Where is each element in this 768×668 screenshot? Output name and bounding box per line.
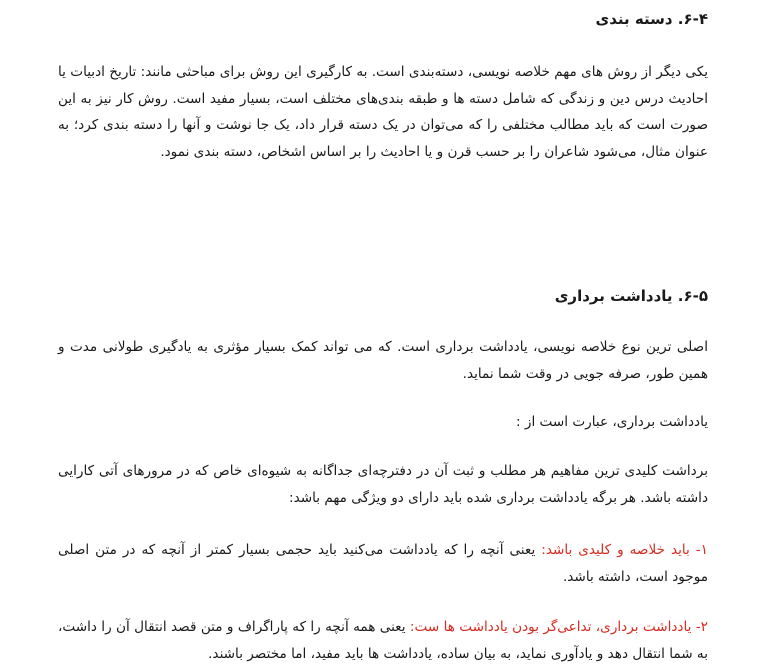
list-item-text: یعنی آنچه را که یادداشت می‌کنید باید حجمی بسیار کمتر از آنچه که در متن اصلی موجود است، داشته باشد. [58, 542, 708, 585]
list-item-title: ۲- یادداشت برداری، تداعی‌گر بودن یادداشت ها ست: [409, 619, 708, 635]
section-heading-categorization: ۶-۴. دسته بندی [595, 10, 708, 28]
paragraph-categorization: یکی دیگر از روش های مهم خلاصه نویسی، دسته‌بندی است. به کارگیری این روش برای مباحثی مانند: تاریخ ادبیات یا احادیث درس دین و زندگی که شامل دسته ها و طبقه بندی‌های مختلف است، بسیار مفید است. روش کار نیز به این صورت است که باید مطالب مختلفی را که می‌توان در یک دسته قرار داد، یک جا نوشت و آنها را دسته بندی کرد؛ به عنوان مثال، می‌شود شاعران را بر حسب قرن و یا احادیث را بر اساس اشخاص، دسته بندی نمود. [58, 64, 708, 160]
list-item-summary-key [58, 537, 708, 590]
list-item-evocative [58, 614, 708, 667]
list-item-text: یعنی همه آنچه را که پاراگراف و متن قصد انتقال آن را داشت، به شما انتقال دهد و یادآوری نماید، به بیان ساده، یادداشت ها باید مفید، اما مختصر باشند. [58, 619, 708, 662]
paragraph-definition-label: یادداشت برداری، عبارت است از : [515, 414, 708, 430]
section-heading-note-taking: ۶-۵. یادداشت برداری [554, 287, 708, 305]
list-item-title: ۱- باید خلاصه و کلیدی باشد: [541, 542, 708, 558]
paragraph-definition: برداشت کلیدی ترین مفاهیم هر مطلب و ثبت آن در دفترچه‌ای جداگانه به شیوه‌ای خاص که در مرورهای آتی کارایی داشته باشد. هر برگه یادداشت برداری شده باید دارای دو ویژگی مهم باشد: [58, 463, 708, 506]
paragraph-note-taking-intro: اصلی ترین نوع خلاصه نویسی، یادداشت برداری است. که می تواند کمک بسیار مؤثری به یادگیری طولانی مدت و همین طور، صرفه جویی در وقت شما نماید. [58, 339, 708, 382]
